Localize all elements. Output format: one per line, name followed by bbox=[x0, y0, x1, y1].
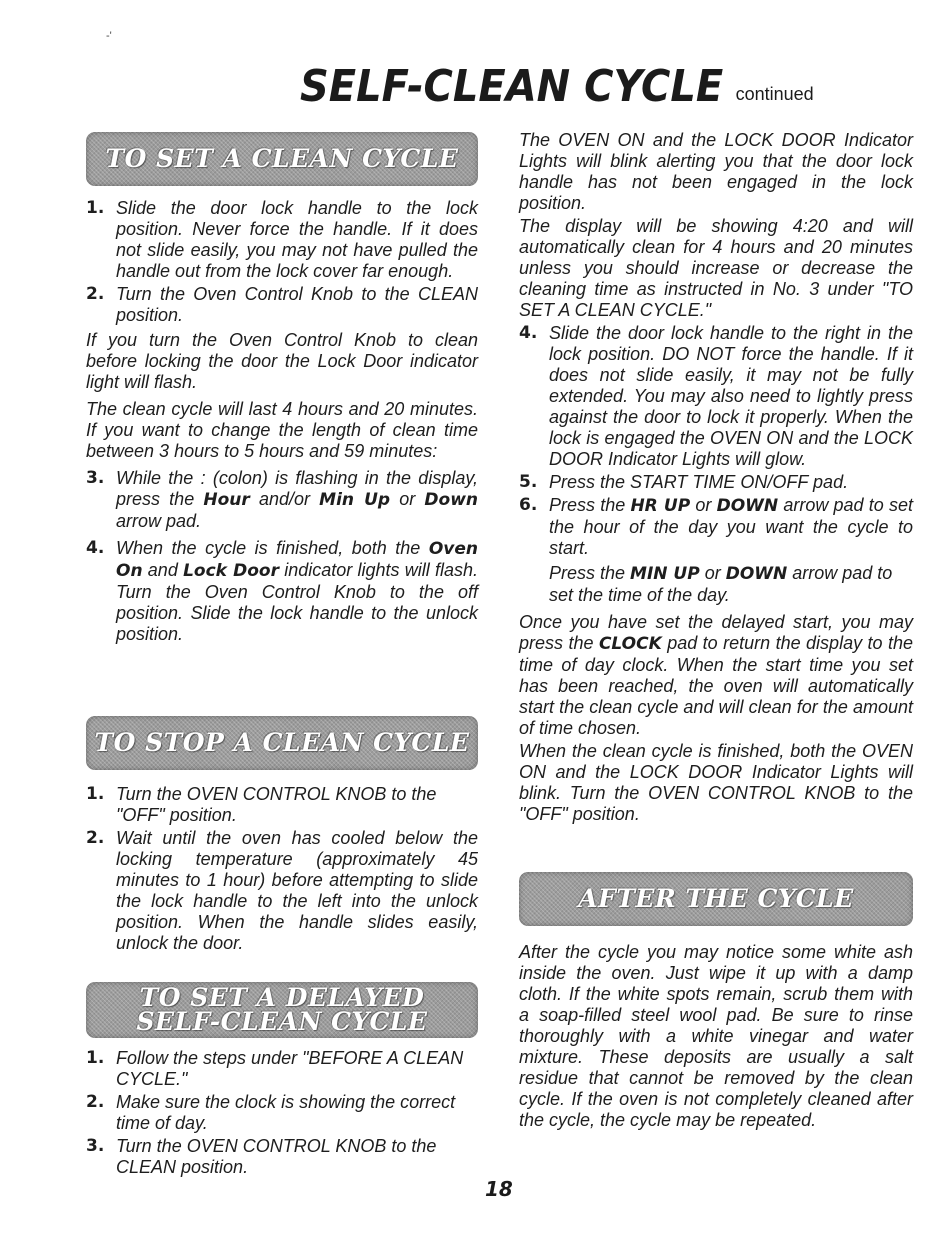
list-item bbox=[519, 472, 913, 493]
list-item bbox=[519, 323, 913, 470]
step-number: 2. bbox=[86, 828, 105, 848]
step-text: Follow the steps under "BEFORE A CLEAN CYCLE." bbox=[116, 1048, 464, 1089]
page-number: 18 bbox=[485, 1177, 513, 1201]
step-text: Press the HR UP or DOWN arrow pad to set the hour of the day you want the cycle to start. bbox=[549, 495, 913, 558]
step-number: 4. bbox=[519, 323, 538, 343]
step-number: 3. bbox=[86, 1136, 105, 1156]
step-number: 1. bbox=[86, 198, 105, 218]
page-title bbox=[300, 64, 814, 110]
after-cycle-section bbox=[519, 942, 913, 1137]
set-clean-heading: TO SET A CLEAN CYCLE bbox=[86, 132, 478, 186]
step-number: 4. bbox=[86, 538, 105, 558]
set-clean-section bbox=[86, 198, 478, 647]
list-item bbox=[86, 198, 478, 282]
list-item bbox=[86, 468, 478, 532]
step-number: 1. bbox=[86, 784, 105, 804]
step-sub-text: Press the MIN UP or DOWN arrow pad to set the time of the day. bbox=[549, 563, 893, 605]
step-number: 2. bbox=[86, 1092, 105, 1112]
title-suffix: continued bbox=[735, 84, 814, 104]
list-item bbox=[519, 495, 913, 559]
paragraph: The OVEN ON and the LOCK DOOR Indicator Lights will blink alerting you that the door lock handle has not been engaged in the lock position. bbox=[519, 130, 913, 213]
step-text: Slide the door lock handle to the right in the lock position. DO NOT force the handle. If it does not slide easily, it may not be fully extended. You may also need to lightly press against the door to lock it properly. When the lock is engaged the OVEN ON and the LOCK DOOR Indicator Lights will glow. bbox=[549, 323, 913, 469]
step-text: When the cycle is finished, both the Oven On and Lock Door indicator lights will flash. Turn the Oven Control Knob to the off position. Slide the lock handle to the unlock position. bbox=[116, 538, 478, 644]
step-text: Turn the OVEN CONTROL KNOB to the "OFF" position. bbox=[116, 784, 437, 825]
paragraph: When the clean cycle is finished, both the OVEN ON and the LOCK DOOR Indicator Lights will blink. Turn the OVEN CONTROL KNOB to the "OFF" position. bbox=[519, 741, 913, 824]
stray-mark: -' bbox=[106, 30, 112, 42]
step-number: 1. bbox=[86, 1048, 105, 1068]
paragraph: The display will be showing 4:20 and will automatically clean for 4 hours and 20 minutes unless you should increase or decrease the cleaning time as instructed in No. 3 under "TO SET A CLEAN CYCLE." bbox=[519, 216, 913, 320]
step-number: 5. bbox=[519, 472, 538, 492]
list-item bbox=[86, 1048, 478, 1090]
delayed-clean-section bbox=[86, 1048, 478, 1180]
step-text: Press the START TIME ON/OFF pad. bbox=[549, 472, 849, 492]
list-item bbox=[86, 828, 478, 954]
step-text: Turn the Oven Control Knob to the CLEAN position. bbox=[116, 284, 478, 325]
step-text: Turn the OVEN CONTROL KNOB to the CLEAN position. bbox=[116, 1136, 437, 1177]
list-item bbox=[86, 538, 478, 645]
title-main: SELF-CLEAN CYCLE bbox=[300, 62, 724, 112]
list-item bbox=[86, 784, 478, 826]
step-number: 6. bbox=[519, 495, 538, 515]
list-item bbox=[86, 1136, 478, 1178]
after-cycle-heading: AFTER THE CYCLE bbox=[519, 872, 913, 926]
right-column-top bbox=[519, 130, 913, 831]
paragraph: The clean cycle will last 4 hours and 20 minutes. If you want to change the length of clean time between 3 hours to 5 hours and 59 minutes: bbox=[86, 399, 478, 461]
list-item bbox=[86, 284, 478, 326]
step-text: While the : (colon) is flashing in the display, press the Hour and/or Min Up or Down arrow pad. bbox=[116, 468, 479, 531]
stop-clean-heading: TO STOP A CLEAN CYCLE bbox=[86, 716, 478, 770]
step-text: Slide the door lock handle to the lock position. Never force the handle. If it does not slide easily, you may not have pulled the handle out from the lock cover far enough. bbox=[116, 198, 478, 281]
paragraph: If you turn the Oven Control Knob to clean before locking the door the Lock Door indicator light will flash. bbox=[86, 330, 478, 392]
list-item bbox=[86, 1092, 478, 1134]
paragraph: Once you have set the delayed start, you may press the CLOCK pad to return the display to the time of day clock. When the start time you set has been reached, the oven will automatically start the clean cycle and will clean for the amount of time chosen. bbox=[519, 612, 913, 738]
delayed-clean-heading: TO SET A DELAYED SELF-CLEAN CYCLE bbox=[86, 982, 478, 1038]
step-text: Make sure the clock is showing the correct time of day. bbox=[116, 1092, 456, 1133]
step-text: Wait until the oven has cooled below the locking temperature (approximately 45 minutes to 1 hour) before attempting to slide the lock handle to the left into the unlock position. When the handle slides easily, unlock the door. bbox=[116, 828, 478, 953]
stop-clean-section bbox=[86, 784, 478, 956]
paragraph: After the cycle you may notice some white ash inside the oven. Just wipe it up with a damp cloth. If the white spots remain, scrub them with a soap-filled steel wool pad. Be sure to rinse thoroughly with a white vinegar and water mixture. These deposits are usually a salt residue that cannot be removed by the clean cycle. If the oven is not completely cleaned after the cycle, the cycle may be repeated. bbox=[519, 942, 913, 1130]
step-number: 2. bbox=[86, 284, 105, 304]
step-number: 3. bbox=[86, 468, 105, 488]
